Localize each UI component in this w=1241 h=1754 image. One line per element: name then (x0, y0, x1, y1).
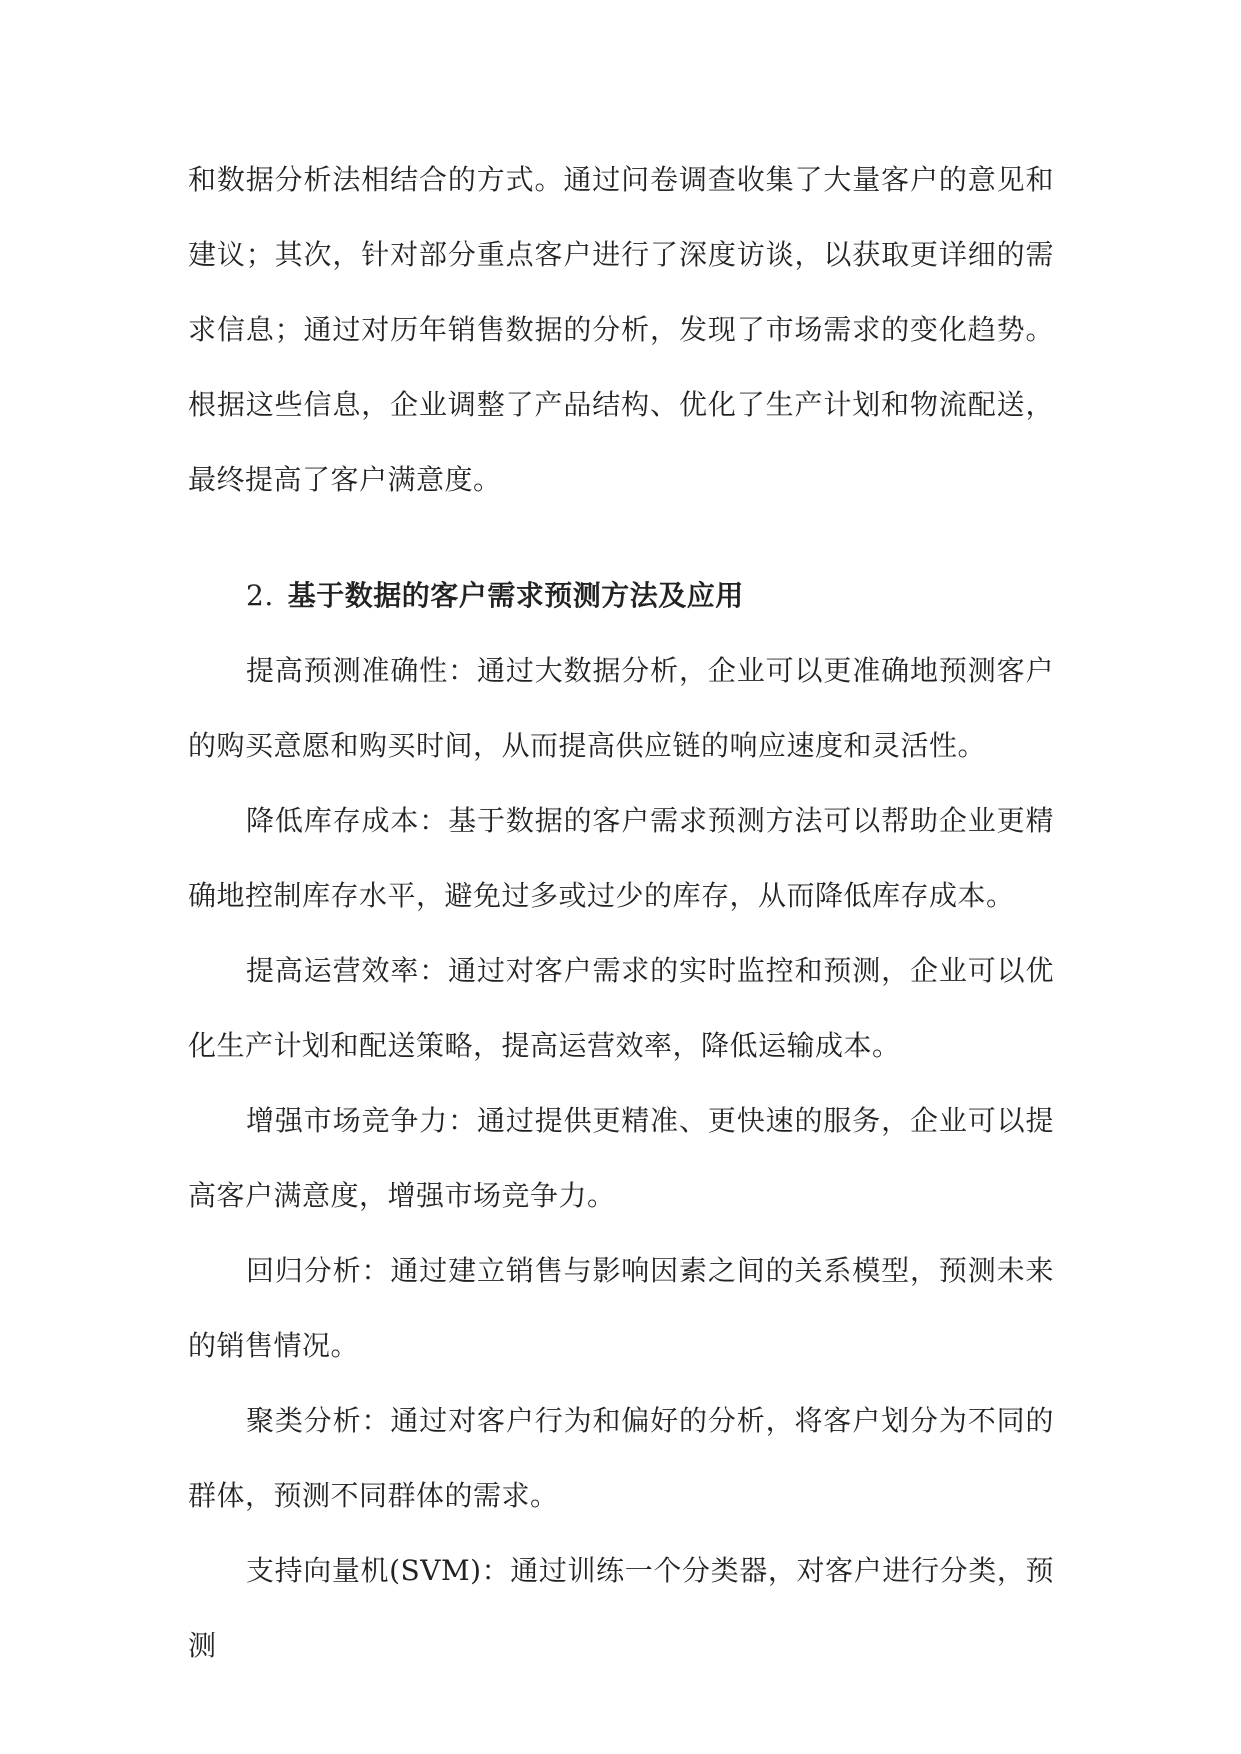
paragraph-svm: 支持向量机(SVM)：通过训练一个分类器，对客户进行分类，预测 (188, 1554, 1054, 1662)
page-content (188, 142, 1054, 1683)
section-title: 基于数据的客户需求预测方法及应用 (287, 579, 744, 612)
paragraph-prediction-accuracy: 提高预测准确性：通过大数据分析，企业可以更准确地预测客户的购买意愿和购买时间，从而提高供应链的响应速度和灵活性。 (188, 654, 1054, 762)
section-heading (188, 558, 1054, 633)
paragraph-inventory-cost: 降低库存成本：基于数据的客户需求预测方法可以帮助企业更精确地控制库存水平，避免过多或过少的库存，从而降低库存成本。 (188, 804, 1054, 912)
paragraph-operation-efficiency: 提高运营效率：通过对客户需求的实时监控和预测，企业可以优化生产计划和配送策略，提高运营效率，降低运输成本。 (188, 954, 1054, 1062)
paragraph-market-competitiveness: 增强市场竞争力：通过提供更精准、更快速的服务，企业可以提高客户满意度，增强市场竞争力。 (188, 1104, 1054, 1212)
paragraph-cluster-analysis: 聚类分析：通过对客户行为和偏好的分析，将客户划分为不同的群体，预测不同群体的需求。 (188, 1404, 1054, 1512)
paragraph-regression-analysis: 回归分析：通过建立销售与影响因素之间的关系模型，预测未来的销售情况。 (188, 1254, 1054, 1362)
section-number: 2. (246, 579, 274, 612)
intro-paragraph: 和数据分析法相结合的方式。通过问卷调查收集了大量客户的意见和建议；其次，针对部分重点客户进行了深度访谈，以获取更详细的需求信息；通过对历年销售数据的分析，发现了市场需求的变化趋势。根据这些信息，企业调整了产品结构、优化了生产计划和物流配送，最终提高了客户满意度。 (188, 163, 1054, 496)
